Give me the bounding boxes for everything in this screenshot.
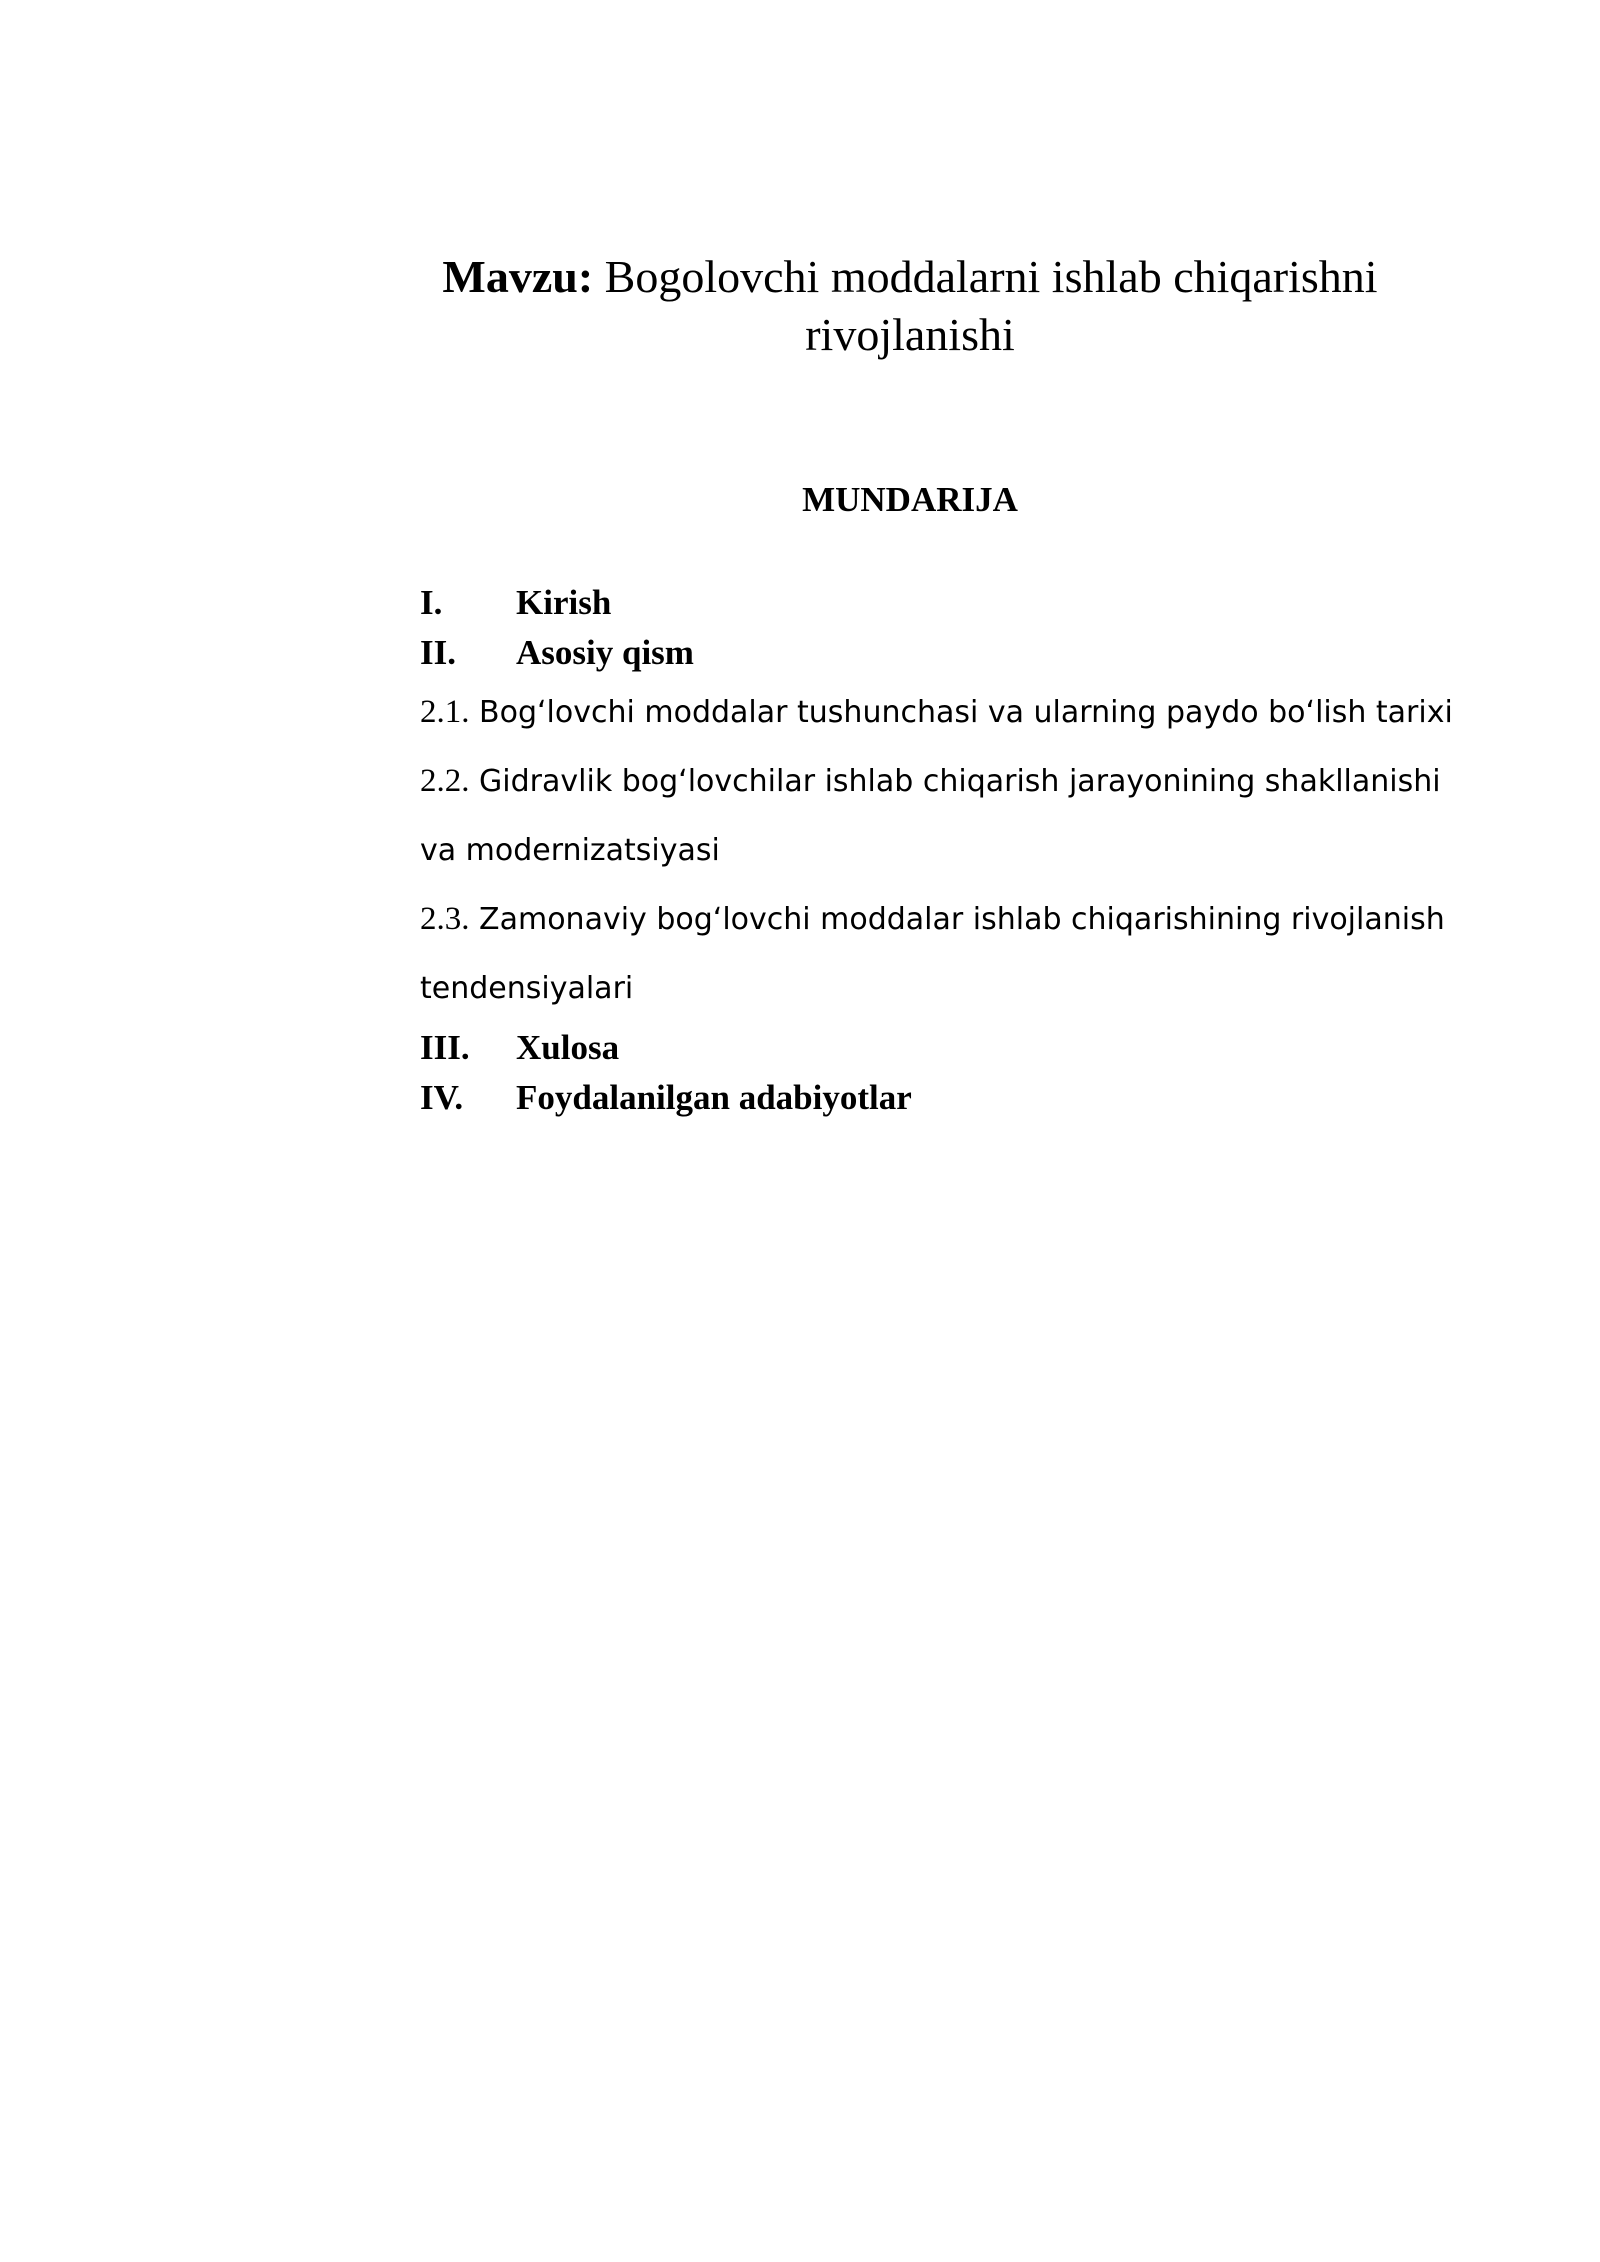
document-title: [400, 248, 1420, 364]
toc-subitem-2-3: [420, 885, 1500, 1023]
toc-subitem-text-continued: tendensiyalari: [420, 971, 634, 1006]
toc-subitem-text: Bog‘lovchi moddalar tushunchasi va ularning paydo bo‘lish tarixi: [479, 695, 1453, 730]
toc-subitem-2-2: [420, 747, 1500, 885]
toc-item-label: Foydalanilgan adabiyotlar: [516, 1078, 912, 1117]
toc-item-references: [420, 1073, 1500, 1123]
toc-item-main-part: [420, 628, 1500, 678]
toc-item-label: Kirish: [516, 583, 612, 622]
toc-subitem-number: 2.2.: [420, 763, 470, 799]
toc-subitem-number: 2.1.: [420, 694, 470, 730]
contents-heading: MUNDARIJA: [802, 480, 1018, 519]
toc-item-number: II.: [420, 633, 456, 672]
table-of-contents: [420, 578, 1500, 1123]
title-text: Bogolovchi moddalarni ishlab chiqarishni rivojlanishi: [604, 251, 1378, 360]
toc-item-label: Asosiy qism: [516, 633, 694, 672]
toc-item-label: Xulosa: [516, 1028, 620, 1067]
toc-subitem-2-1: [420, 678, 1500, 747]
toc-item-number: I.: [420, 583, 443, 622]
toc-subitem-text: Gidravlik bog‘lovchilar ishlab chiqarish jarayonining shakllanishi: [479, 764, 1441, 799]
toc-item-conclusion: [420, 1023, 1500, 1073]
toc-item-introduction: [420, 578, 1500, 628]
toc-item-number: IV.: [420, 1078, 464, 1117]
toc-subitem-number: 2.3.: [420, 901, 470, 937]
title-label: Mavzu:: [442, 251, 594, 302]
toc-subitem-text: Zamonaviy bog‘lovchi moddalar ishlab chiqarishining rivojlanish: [479, 902, 1445, 937]
toc-item-number: III.: [420, 1028, 470, 1067]
toc-subitem-text-continued: va modernizatsiyasi: [420, 833, 720, 868]
